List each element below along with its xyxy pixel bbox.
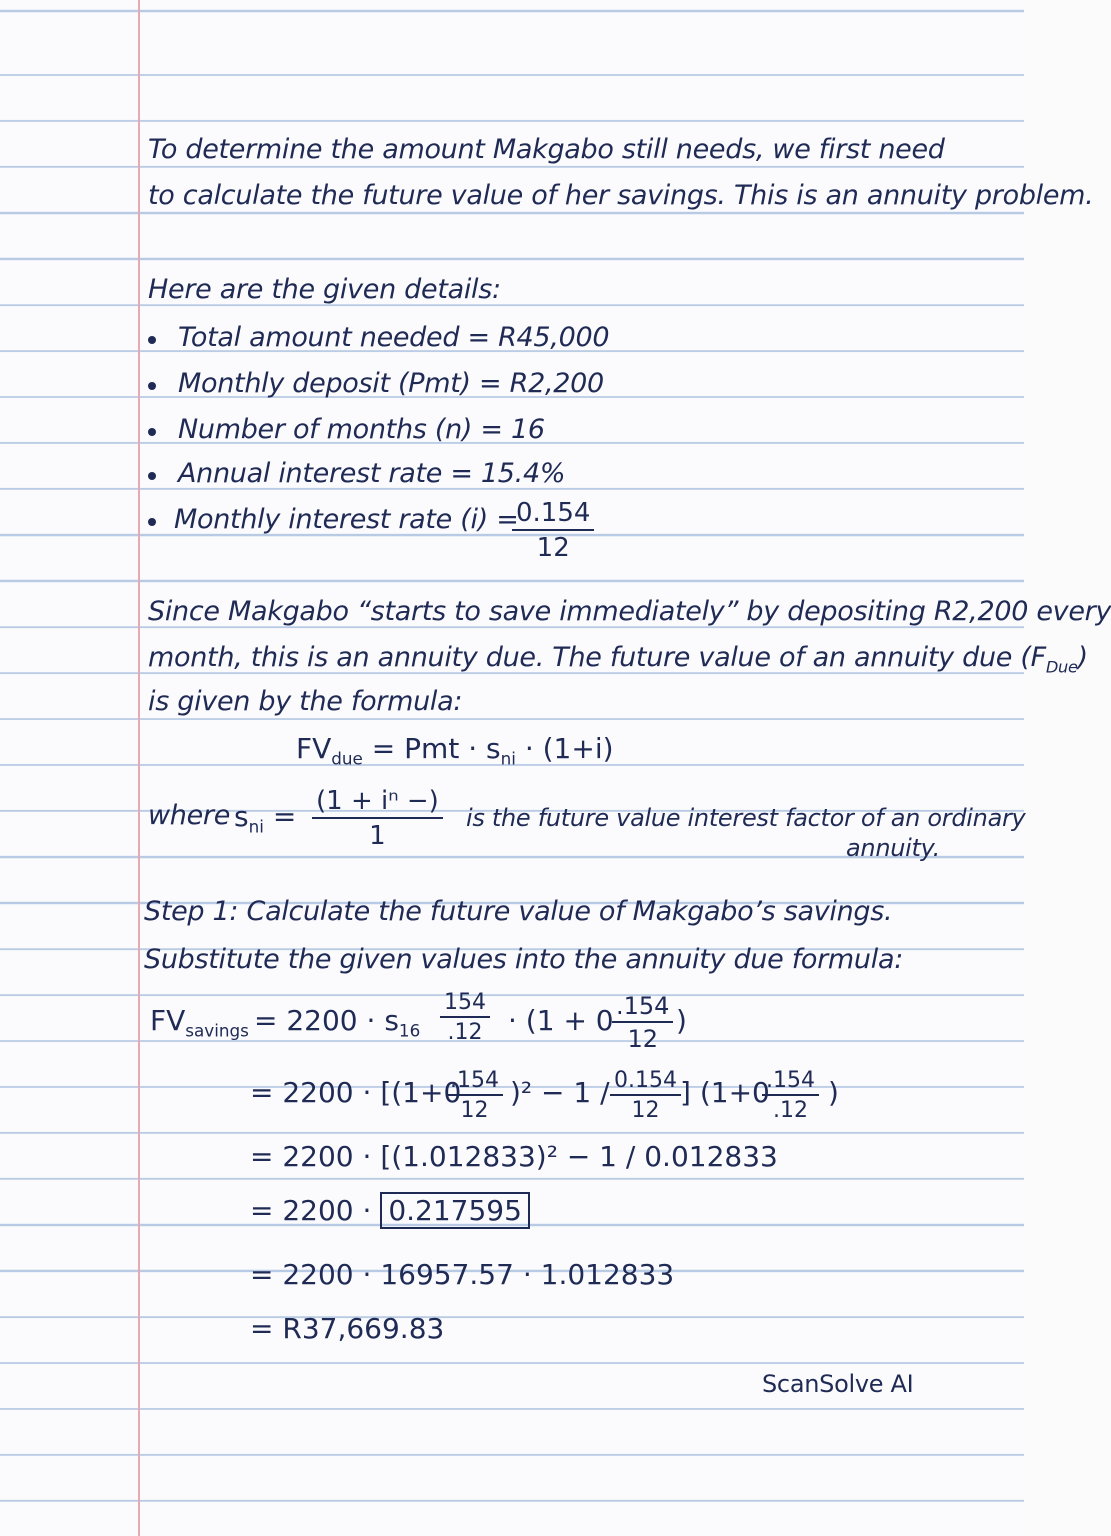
intro-line-2: to calculate the future value of her savings. This is an annuity problem.: [148, 180, 1094, 211]
calc-line-2-fraction-3: [762, 1068, 819, 1123]
calc-line-2-fraction-1: [446, 1068, 503, 1123]
calc-line-2-c: ] (1+0: [680, 1076, 770, 1109]
detail-monthly-rate: Monthly interest rate (i) =: [174, 504, 519, 535]
s-ni-symbol: $s_{ni}$ =: [234, 800, 297, 837]
calc-line-1-fraction: [440, 990, 490, 1045]
details-heading: Here are the given details:: [148, 274, 501, 305]
where-description-1: is the future value interest factor of an ordinary: [466, 804, 1026, 832]
detail-total: Total amount needed = R45,000: [178, 322, 610, 353]
step1-title: Step 1: Calculate the future value of Makgabo’s savings.: [144, 896, 893, 927]
bullet: [148, 472, 156, 480]
calc-line-4: = 2200 · 0.217595: [250, 1194, 530, 1227]
fraction-numerator: 154: [440, 990, 490, 1018]
fraction-numerator: (1 + iⁿ −): [312, 786, 443, 819]
fraction-numerator: .154: [612, 992, 673, 1023]
calc-line-2-b: )² − 1 /: [510, 1076, 610, 1109]
calc-line-1-b: · (1 + 0: [508, 1004, 614, 1037]
fraction-numerator: .154: [446, 1068, 503, 1096]
detail-annual-rate: Annual interest rate = 15.4%: [178, 458, 566, 489]
margin-line: [138, 0, 140, 1536]
calc-line-1-fraction-2: [612, 992, 673, 1053]
fraction-denominator: 1: [369, 821, 386, 851]
calc-line-5: = 2200 · 16957.57 · 1.012833: [250, 1258, 675, 1291]
fraction-denominator: 12: [631, 1098, 660, 1123]
annuity-line-3: is given by the formula:: [148, 686, 463, 717]
calc-line-1-c: ): [676, 1004, 687, 1037]
fraction-denominator: .12: [447, 1020, 483, 1045]
s-ni-fraction: [312, 786, 443, 851]
fv-savings-lhs: $FV_{savings}$: [150, 1004, 249, 1041]
bullet: [148, 518, 156, 526]
annuity-line-2: month, this is an annuity due. The future value of an annuity due $(F_{Due})$: [148, 642, 1088, 677]
fraction-denominator: 12: [627, 1025, 658, 1053]
calc-line-2-fraction-2: [610, 1068, 681, 1123]
boxed-value: 0.217595: [380, 1192, 530, 1229]
monthly-rate-fraction: [512, 498, 594, 563]
fraction-numerator: 0.154: [512, 498, 594, 531]
calc-line-2-d: ): [828, 1076, 839, 1109]
intro-line-1: To determine the amount Makgabo still needs, we first need: [148, 134, 945, 165]
step1-subtitle: Substitute the given values into the annuity due formula:: [144, 944, 903, 975]
fraction-denominator: 12: [460, 1098, 489, 1123]
fraction-denominator: .12: [772, 1098, 808, 1123]
annuity-line-1: Since Makgabo “starts to save immediately” by depositing R2,200 every: [148, 596, 1111, 627]
where-description-2: annuity.: [846, 834, 940, 862]
calc-line-3: = 2200 · [(1.012833)² − 1 / 0.012833: [250, 1140, 778, 1173]
fv-due-formula: $FV_{due}$ = Pmt · $s_{ni} \cdot (1+i)$: [296, 732, 614, 769]
bullet: [148, 382, 156, 390]
bullet: [148, 336, 156, 344]
calc-line-2-a: = 2200 · [(1+0: [250, 1076, 462, 1109]
fraction-numerator: .154: [762, 1068, 819, 1096]
fraction-denominator: 12: [536, 533, 570, 563]
brand-watermark: ScanSolve AI: [762, 1370, 914, 1398]
detail-deposit: Monthly deposit (Pmt) = R2,200: [178, 368, 604, 399]
calc-line-1-a: = $2200 \cdot s_{16}$: [254, 1004, 421, 1041]
bullet: [148, 428, 156, 436]
where-word: where: [148, 800, 231, 831]
fraction-numerator: 0.154: [610, 1068, 681, 1096]
detail-months: Number of months (n) = 16: [178, 414, 545, 445]
calc-result: = R37,669.83: [250, 1312, 445, 1345]
